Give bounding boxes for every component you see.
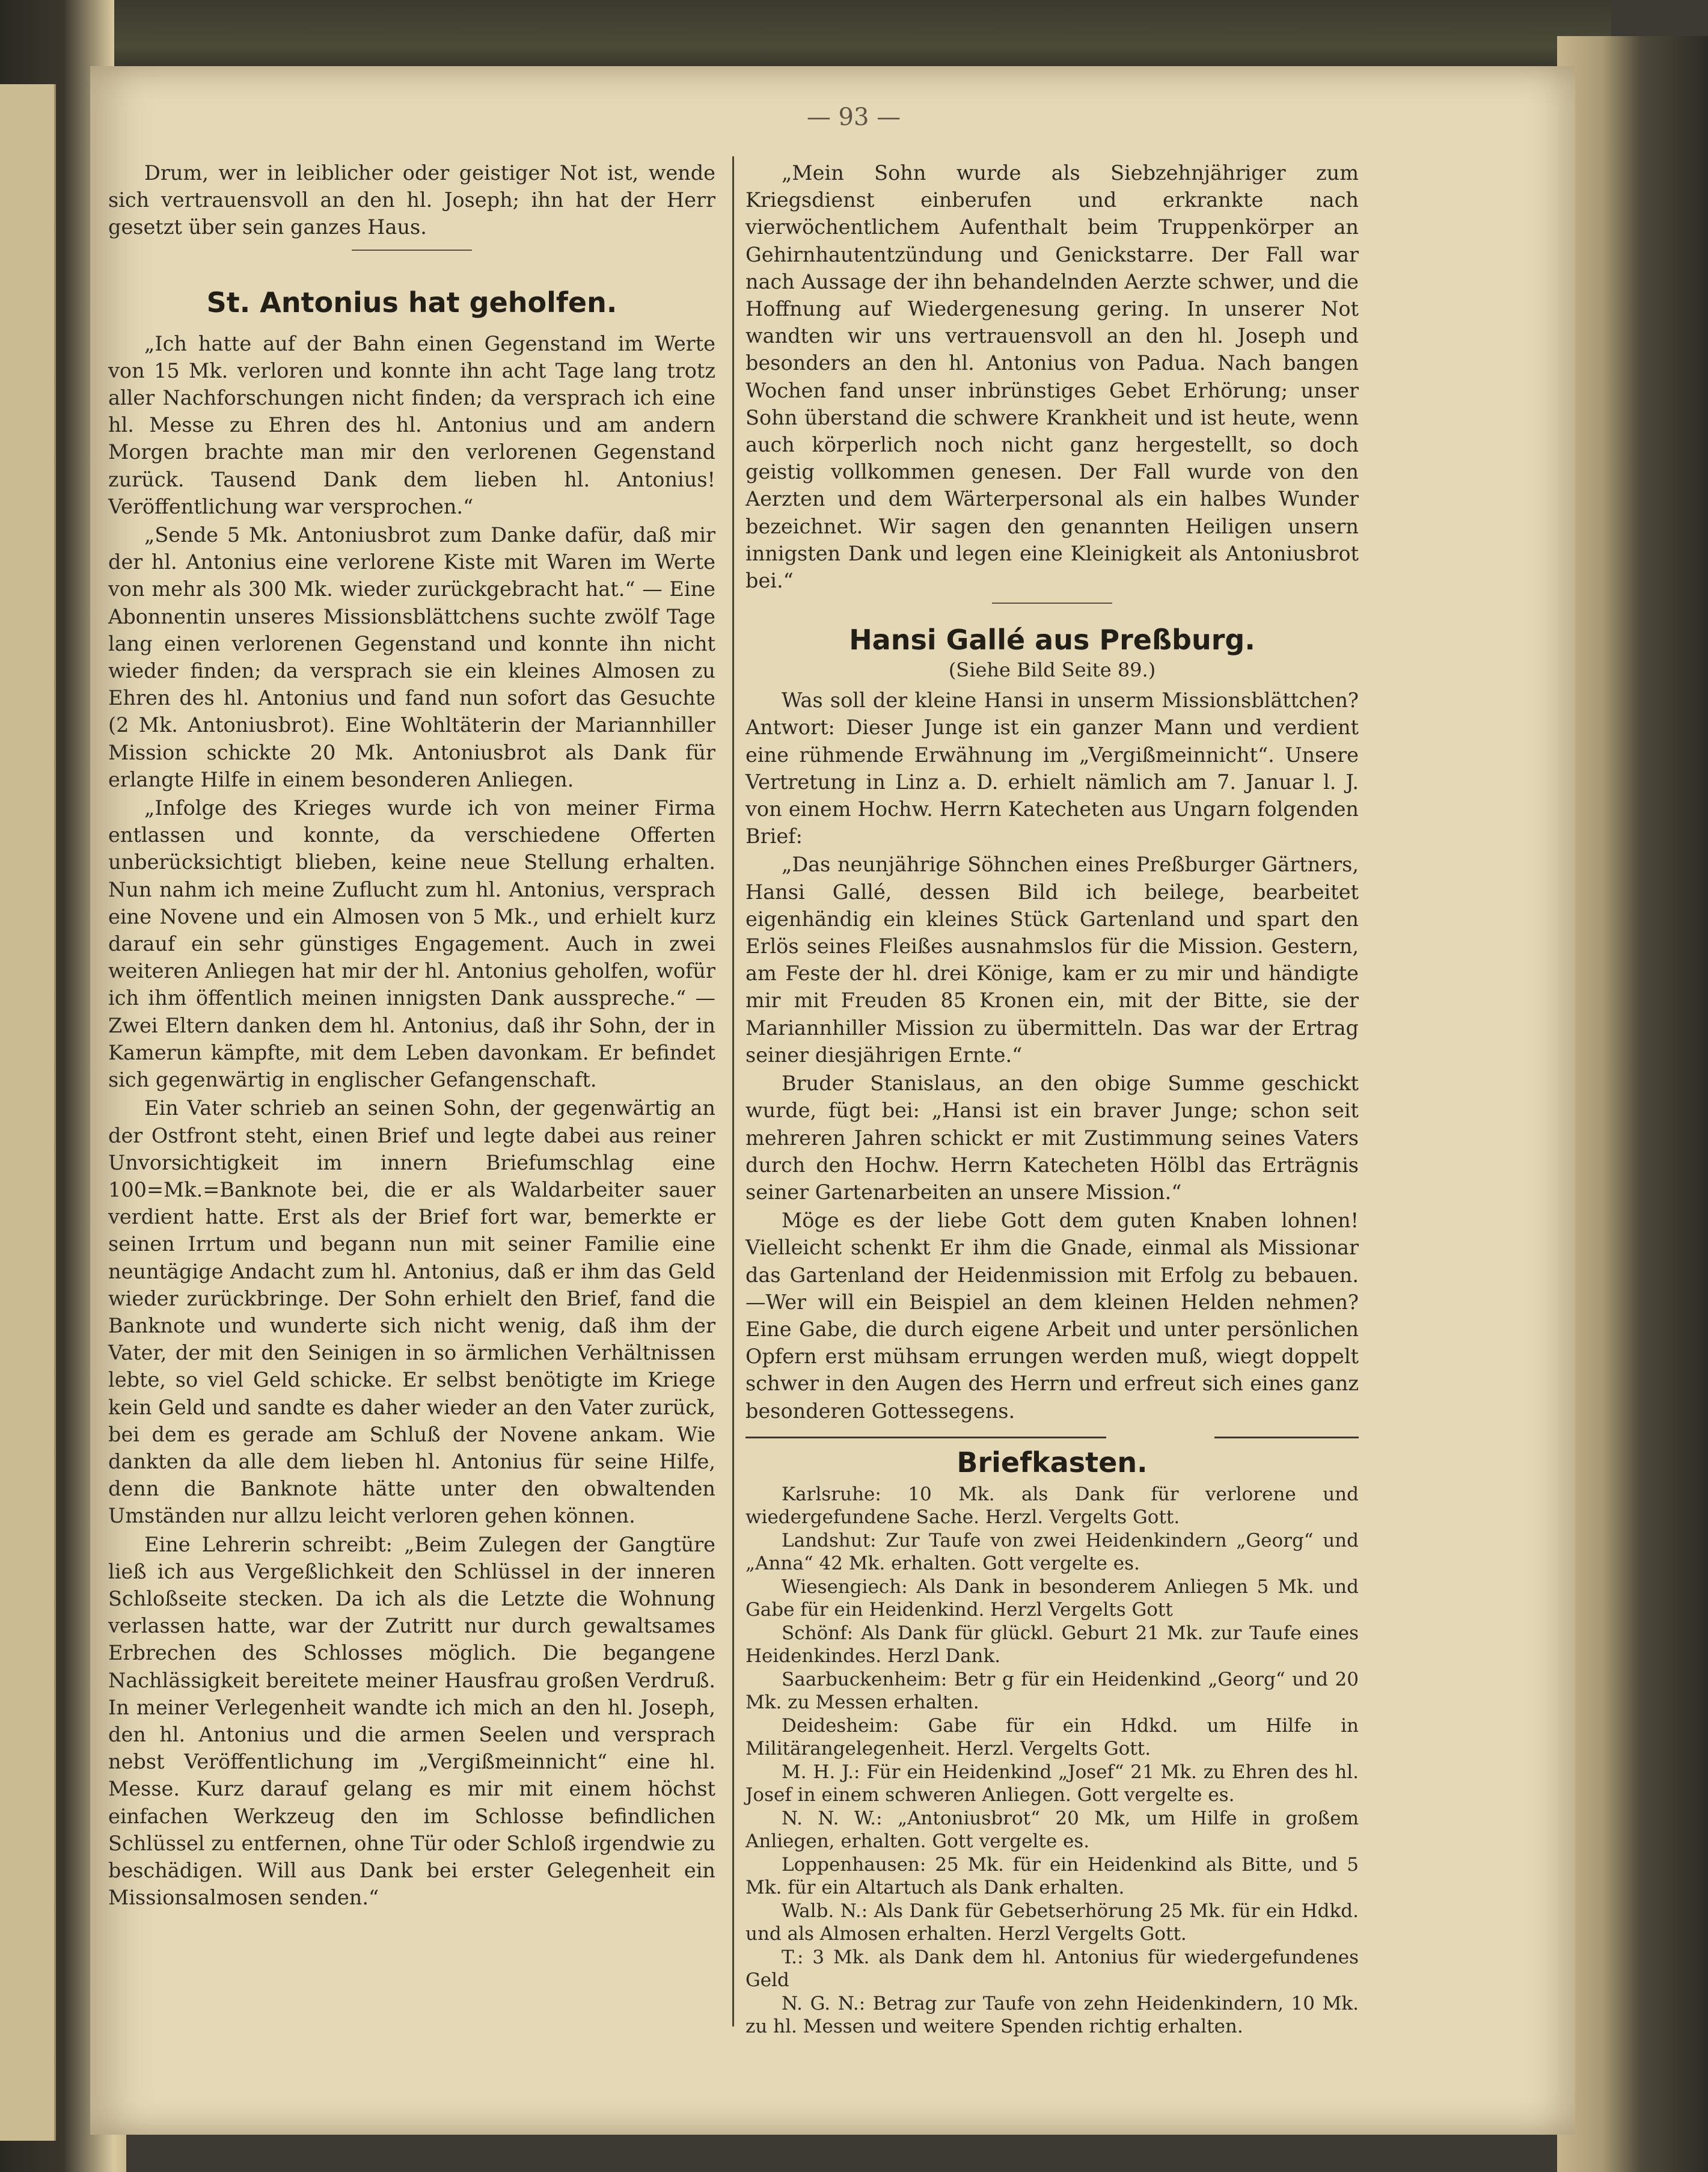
column-divider — [732, 156, 734, 2026]
page-number: — 93 — — [806, 103, 901, 131]
paragraph: Eine Lehrerin schreibt: „Beim Zulegen der Gangtüre ließ ich aus Vergeßlichkeit den Schlüssel in der inneren Schloßseite stecken. Da ich als die Letzte die Wohnung verlassen hatte, war der Zutritt nur durch gewaltsames Erbrechen des Schlosses möglich. Die begangene Nachlässigkeit bereitete meiner Hausfrau großen Verdruß. In meiner Verlegenheit wandte ich mich an den hl. Joseph, den hl. Antonius und die armen Seelen und versprach nebst Veröffentlichung im „Vergißmeinnicht“ eine hl. Messe. Kurz darauf gelang es mir mit einem höchst einfachen Werkzeug den im Schlosse befindlichen Schlüssel zu entfernen, ohne Tür oder Schloß irgendwie zu beschädigen. Will aus Dank bei erster Gelegenheit ein Missionsalmosen senden.“ — [108, 1532, 715, 1910]
paragraph: Möge es der liebe Gott dem guten Knaben lohnen! Vielleicht schenkt Er ihm die Gnade, einmal als Missionar das Gartenland der Heidenmission mit Erfolg zu bebauen. —Wer will ein Beispiel an dem kleinen Helden nehmen? Eine Gabe, die durch eigene Arbeit und unter persönlichen Opfern erst mühsam errungen werden muß, wiegt doppelt schwer in den Augen des Herrn und erfreut sich eines ganz besonderen Gottessegens. — [745, 1209, 1359, 1423]
left-intro: Drum, wer in leiblicher oder geistiger Not ist, wende sich vertrauensvoll an den hl. Joseph; ihn hat der Herr gesetzt über sein ganzes Haus. — [108, 161, 715, 239]
paragraph: „Das neunjährige Söhnchen eines Preßburger Gärtners, Hansi Gallé, dessen Bild ich beilege, bearbeitet eigenhändig ein kleines Stück Gartenland und spart den Erlös seines Fleißes ausnahmslos für die Mission. Gestern, am Feste der hl. drei Könige, kam er zu mir und händigte mir mit Freuden 85 Kronen ein, mit der Bitte, sie der Mariannhiller Mission zu übermitteln. Das war der Ertrag seiner diesjährigen Ernte.“ — [745, 853, 1359, 1067]
book-page — [90, 66, 1575, 2135]
briefkasten-list — [745, 1483, 1359, 2039]
paragraph: Bruder Stanislaus, an den obige Summe geschickt wurde, fügt bei: „Hansi ist ein braver Junge; schon seit mehreren Jahren schickt er mit Zustimmung seines Vaters durch den Hochw. Herrn Katecheten Hölbl das Erträgnis seiner Gartenarbeiten an unsere Mission.“ — [745, 1072, 1359, 1204]
paragraph: Was soll der kleine Hansi in unserm Missionsblättchen? Antwort: Dieser Junge ist ein ganzer Mann und verdient eine rühmende Erwähnung im „Vergißmeinnicht“. Unsere Vertretung in Linz a. D. erhielt nämlich am 7. Januar l. J. von einem Hochw. Herrn Katecheten aus Ungarn folgenden Brief: — [745, 689, 1359, 848]
section-divider — [992, 603, 1112, 604]
section-heading-hansi: Hansi Gallé aus Preßburg. — [849, 624, 1255, 657]
briefkasten-divider — [745, 1437, 1359, 1438]
paragraph: „Ich hatte auf der Bahn einen Gegenstand im Werte von 15 Mk. verloren und konnte ihn acht Tage lang trotz aller Nachforschungen nicht finden; da versprach ich eine hl. Messe zu Ehren des hl. Antonius und am andern Morgen brachte man mir den verlorenen Gegenstand zurück. Tausend Dank dem lieben hl. Antonius! Veröffentlichung war versprochen.“ — [108, 331, 715, 518]
briefkasten-entry: Loppenhausen: 25 Mk. für ein Heidenkind als Bitte, und 5 Mk. für ein Altartuch als Dank erhalten. — [745, 1853, 1359, 1899]
section-heading-antonius: St. Antonius hat geholfen. — [206, 286, 617, 319]
briefkasten-entry: N. G. N.: Betrag zur Taufe von zehn Heidenkindern, 10 Mk. zu hl. Messen und weitere Spenden richtig erhalten. — [745, 1992, 1359, 2038]
section-heading-briefkasten: Briefkasten. — [957, 1446, 1148, 1479]
divider-line — [745, 1437, 1106, 1438]
paragraph: „Infolge des Krieges wurde ich von meiner Firma entlassen und konnte, da verschiedene Offerten unberücksichtigt blieben, keine neue Stellung erhalten. Nun nahm ich meine Zuflucht zum hl. Antonius, versprach eine Novene und ein Almosen von 5 Mk., und erhielt kurz darauf ein sehr günstiges Engagement. Auch in zwei weiteren Anliegen hat mir der hl. Antonius geholfen, wofür ich ihm öffentlich meinen innigsten Dank ausspreche.“ — Zwei Eltern danken dem hl. Antonius, daß ihr Sohn, der in Kamerun kämpfte, mit dem Leben davonkam. Er befindet sich gegenwärtig in englischer Gefangenschaft. — [108, 796, 715, 1092]
book-page-edges — [1557, 36, 1708, 2172]
briefkasten-entry: Landshut: Zur Taufe von zwei Heidenkindern „Georg“ und „Anna“ 42 Mk. erhalten. Gott vergelte es. — [745, 1529, 1359, 1575]
right-intro: „Mein Sohn wurde als Siebzehnjähriger zum Kriegsdienst einberufen und erkrankte nach vierwöchentlichem Aufenthalt beim Truppenkörper an Gehirnhautentzündung und Genickstarre. Der Fall war nach Aussage der ihn behandelnden Aerzte schwer, und die Hoffnung auf Wiedergenesung gering. In unserer Not wandten wir uns vertrauensvoll an den hl. Joseph und besonders an den hl. Antonius von Padua. Nach bangen Wochen fand unser inbrünstiges Gebet Erhörung; unser Sohn überstand die schwere Krankheit und ist heute, wenn auch körperlich noch nicht ganz hergestellt, so doch geistig vollkommen genesen. Der Fall wurde von den Aerzten und dem Wärterpersonal als ein halbes Wunder bezeichnet. Wir sagen den genannten Heiligen unsern innigsten Dank und legen eine Kleinigkeit als Antoniusbrot bei.“ — [745, 161, 1359, 593]
picture-reference: (Siehe Bild Seite 89.) — [948, 658, 1156, 682]
briefkasten-entry: Saarbuckenheim: Betr g für ein Heidenkind „Georg“ und 20 Mk. zu Messen erhalten. — [745, 1668, 1359, 1714]
left-page-edge — [0, 84, 56, 2141]
briefkasten-entry: Karlsruhe: 10 Mk. als Dank für verlorene und wiedergefundene Sache. Herzl. Vergelts Gott. — [745, 1483, 1359, 1529]
briefkasten-entry: Deidesheim: Gabe für ein Hdkd. um Hilfe in Militärangelegenheit. Herzl. Vergelts Gott. — [745, 1714, 1359, 1760]
left-column — [108, 159, 715, 1912]
paragraph: „Sende 5 Mk. Antoniusbrot zum Danke dafür, daß mir der hl. Antonius eine verlorene Kiste mit Waren im Werte von mehr als 300 Mk. wieder zurückgebracht hat.“ — Eine Abonnentin unseres Missionsblättchens suchte zwölf Tage lang einen verlorenen Gegenstand und konnte ihn nicht wieder finden; da versprach sie ein kleines Almosen zu Ehren des hl. Antonius und fand nun sofort das Gesuchte (2 Mk. Antoniusbrot). Eine Wohltäterin der Mariannhiller Mission schickte 20 Mk. Antoniusbrot als Dank für erlangte Hilfe in einem besonderen Anliegen. — [108, 523, 715, 791]
briefkasten-entry: M. H. J.: Für ein Heidenkind „Josef“ 21 Mk. zu Ehren des hl. Josef in einem schweren Anliegen. Gott vergelte es. — [745, 1761, 1359, 1806]
paragraph: Ein Vater schrieb an seinen Sohn, der gegenwärtig an der Ostfront steht, einen Brief und legte dabei aus reiner Unvorsichtigkeit im innern Briefumschlag eine 100=Mk.=Banknote bei, die er als Waldarbeiter sauer verdient hatte. Erst als der Brief fort war, bemerkte er seinen Irrtum und begann nun mit seiner Familie eine neuntägige Andacht zum hl. Antonius, daß er ihm das Geld wieder zurückbringe. Der Sohn erhielt den Brief, fand die Banknote und wunderte sich nicht wenig, daß ihm der Vater, der mit den Seinigen in so ärmlichen Verhältnissen lebte, so viel Geld schicke. Er selbst benötigte im Kriege kein Geld und sandte es daher wieder an den Vater zurück, bei dem es gerade am Schluß der Novene ankam. Wie dankten da alle dem lieben hl. Antonius für seine Hilfe, denn die Banknote hätte unter den obwaltenden Umständen nur allzu leicht verloren gehen können. — [108, 1096, 715, 1528]
right-column — [745, 159, 1359, 2039]
section-divider — [352, 250, 472, 251]
briefkasten-entry: Schönf: Als Dank für glückl. Geburt 21 Mk. zur Taufe eines Heidenkindes. Herzl Dank. — [745, 1622, 1359, 1667]
briefkasten-entry: Walb. N.: Als Dank für Gebetserhörung 25 Mk. für ein Hdkd. und als Almosen erhalten. Herzl Vergelts Gott. — [745, 1900, 1359, 1945]
briefkasten-entry: N. N. W.: „Antoniusbrot“ 20 Mk, um Hilfe in großem Anliegen, erhalten. Gott vergelte es. — [745, 1807, 1359, 1853]
divider-line — [1214, 1437, 1359, 1438]
briefkasten-entry: T.: 3 Mk. als Dank dem hl. Antonius für wiedergefundenes Geld — [745, 1946, 1359, 1992]
briefkasten-entry: Wiesengiech: Als Dank in besonderem Anliegen 5 Mk. und Gabe für ein Heidenkind. Herzl Vergelts Gott — [745, 1575, 1359, 1621]
